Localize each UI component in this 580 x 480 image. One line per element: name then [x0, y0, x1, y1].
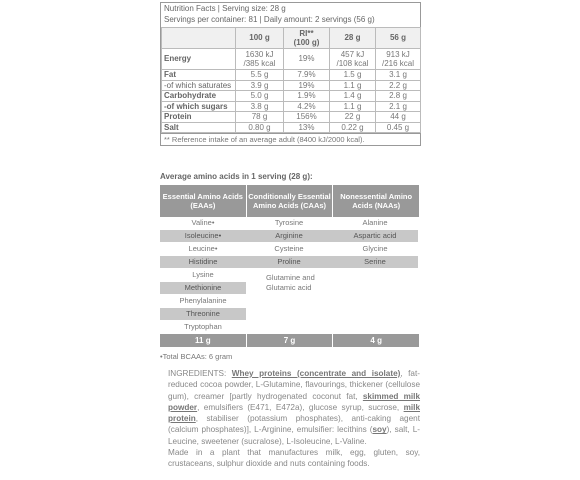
list-item: Tyrosine [246, 217, 332, 230]
list-item: Arginine [246, 230, 332, 243]
list-item: Tryptophan [160, 321, 246, 334]
head-na: Nonessential Amino Acids (NAAs) [333, 185, 420, 217]
ingredients-text: INGREDIENTS: Whey proteins (concentrate and isolate), fat-reduced cocoa powder, L-Glutamine, flavourings, thickener (cellulose gum), creamer [partly hydrogenated coconut fat, skimmed milk powder, emulsifiers (E471, E472a), glucose syrup, sucrose, milk protein, stabiliser (potassium phosphates), anti-caking agent (calcium phosphates)], L-Arginine, emulsifier: lecithins (soy), salt, L-Leucine, sweetener (sucralose), L-Isoleucine, L-Valine. [168, 369, 421, 446]
row-protein: Protein 78 g 156% 22 g 44 g [162, 112, 421, 123]
row-energy: Energy 1630 kJ /385 kcal 19% 457 kJ /108 kcal 913 kJ /216 kcal [162, 49, 421, 70]
list-item: Proline [246, 256, 332, 269]
col-56g: 56 g [376, 28, 421, 49]
nutrition-footnote: ** Reference intake of an average adult (8400 kJ/2000 kcal). [161, 133, 420, 145]
amino-body [160, 217, 420, 334]
total-ce: 7 g [247, 334, 334, 347]
list-item: Lysine [160, 269, 246, 282]
row-carbohydrate: Carbohydrate 5.0 g 1.9% 1.4 g 2.8 g [162, 91, 421, 102]
nutrition-header-line1: Nutrition Facts | Serving size: 28 g [164, 4, 286, 13]
list-item: Cysteine [246, 243, 332, 256]
ce-note: Glutamine and Glutamic acid [266, 273, 315, 292]
amino-totals-row [160, 334, 420, 347]
total-eaa: 11 g [160, 334, 247, 347]
row-fat: Fat 5.5 g 7.9% 1.5 g 3.1 g [162, 70, 421, 81]
list-item: Methionine [160, 282, 246, 295]
list-item: Leucine• [160, 243, 246, 256]
col-28g: 28 g [330, 28, 376, 49]
ingredients-section [168, 368, 420, 470]
nutrition-facts-panel [160, 2, 421, 146]
nutrition-table [161, 27, 421, 133]
total-na: 4 g [333, 334, 420, 347]
bcaa-note: •Total BCAAs: 6 gram [160, 352, 233, 361]
col-ri: RI** (100 g) [284, 28, 330, 49]
list-item: Threonine [160, 308, 246, 321]
amino-title: Average amino acids in 1 serving (28 g): [160, 172, 313, 181]
list-item: Aspartic acid [332, 230, 418, 243]
nutrition-header-line2: Servings per container: 81 | Daily amount: 2 servings (56 g) [164, 15, 375, 24]
eaa-column [160, 217, 246, 334]
row-saturates: -of which saturates 3.9 g 19% 1.1 g 2.2 g [162, 80, 421, 91]
list-item: Isoleucine• [160, 230, 246, 243]
list-item: Valine• [160, 217, 246, 230]
col-100g: 100 g [236, 28, 284, 49]
row-salt: Salt 0.80 g 13% 0.22 g 0.45 g [162, 122, 421, 133]
ce-column [246, 217, 332, 334]
list-item: Alanine [332, 217, 418, 230]
head-eaa: Essential Amino Acids (EAAs) [160, 185, 247, 217]
list-item: Phenylalanine [160, 295, 246, 308]
list-item: Glycine [332, 243, 418, 256]
head-ce: Conditionally Essential Amino Acids (CAAs) [247, 185, 334, 217]
list-item: Serine [332, 256, 418, 269]
amino-acid-table [160, 185, 420, 347]
row-sugars: -of which sugars 3.8 g 4.2% 1.1 g 2.1 g [162, 101, 421, 112]
allergen-statement: Made in a plant that manufactures milk, egg, gluten, soy, crustaceans, sulphur dioxide and nuts containing foods. [168, 448, 420, 469]
nutrition-header-row [162, 28, 421, 49]
amino-header-row [160, 185, 420, 217]
na-column [332, 217, 418, 334]
list-item: Histidine [160, 256, 246, 269]
